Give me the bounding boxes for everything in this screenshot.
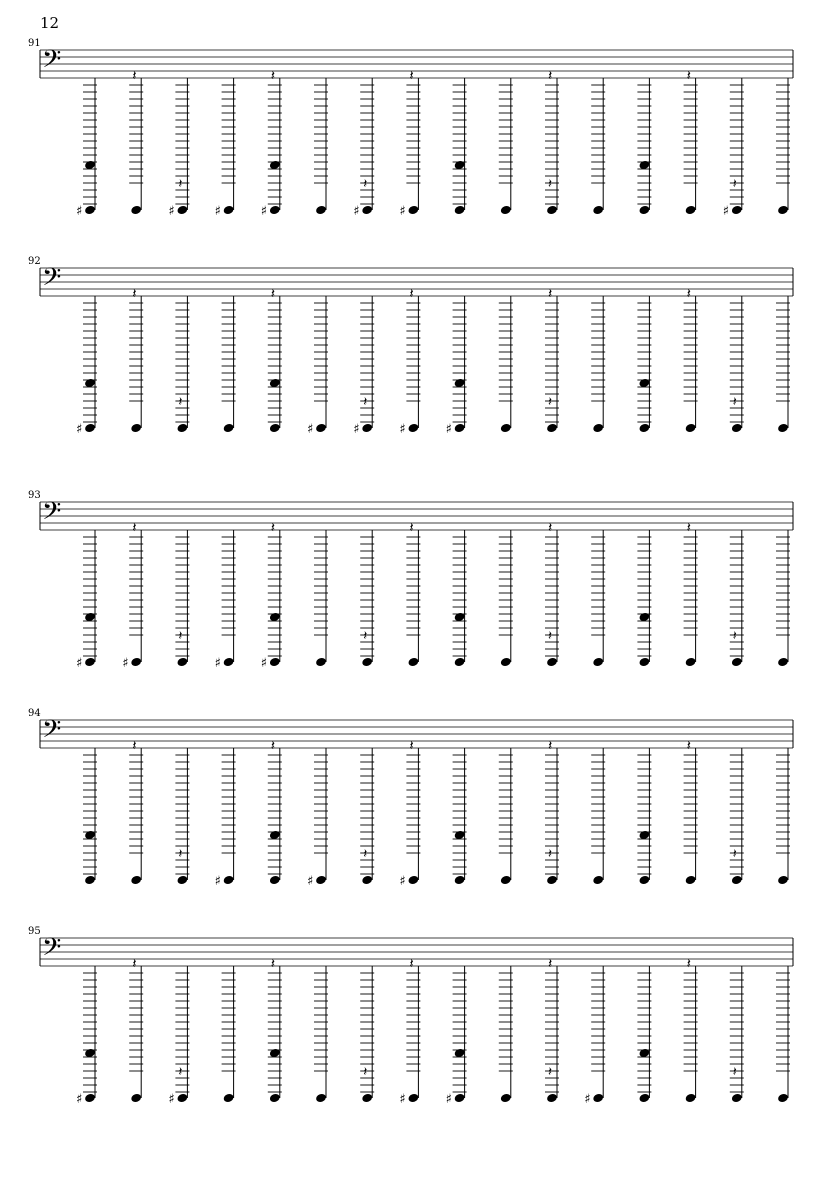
notehead xyxy=(777,875,789,886)
notehead xyxy=(638,657,650,668)
quarter-rest-icon: 𝄽 xyxy=(270,738,276,754)
notehead xyxy=(223,657,235,668)
notehead xyxy=(407,1093,419,1104)
quarter-rest-icon: 𝄽 xyxy=(409,286,414,302)
quarter-rest-icon: 𝄽 xyxy=(686,738,691,754)
sharp-icon: ♯ xyxy=(214,204,221,219)
notehead xyxy=(731,875,743,886)
notehead xyxy=(592,1093,604,1104)
sharp-icon: ♯ xyxy=(76,422,83,437)
measure-number: 95 xyxy=(28,926,41,937)
sharp-icon: ♯ xyxy=(307,874,314,889)
notehead xyxy=(361,205,373,216)
quarter-rest-icon: 𝄽 xyxy=(409,956,414,972)
quarter-rest-icon: 𝄽 xyxy=(270,956,276,972)
quarter-rest-icon: 𝄽 xyxy=(132,520,137,536)
notehead xyxy=(130,875,142,886)
notehead xyxy=(731,205,743,216)
notehead xyxy=(176,205,188,216)
notehead xyxy=(361,657,373,668)
quarter-rest-icon: 𝄽 xyxy=(686,68,691,84)
notehead xyxy=(84,657,96,668)
notehead xyxy=(84,423,96,434)
sharp-icon: ♯ xyxy=(214,656,221,671)
sharp-icon: ♯ xyxy=(399,874,406,889)
notehead xyxy=(315,1093,327,1104)
sharp-icon: ♯ xyxy=(399,422,406,437)
bass-clef-icon: 𝄢 xyxy=(42,933,62,968)
sharp-icon: ♯ xyxy=(445,422,452,437)
quarter-rest-icon: 𝄽 xyxy=(363,847,368,862)
sharp-icon: ♯ xyxy=(399,204,406,219)
sharp-icon: ♯ xyxy=(399,1092,406,1107)
notehead xyxy=(315,423,327,434)
notehead xyxy=(592,423,604,434)
notehead xyxy=(638,1093,650,1104)
sharp-icon: ♯ xyxy=(353,204,360,219)
quarter-rest-icon: 𝄽 xyxy=(132,68,137,84)
quarter-rest-icon: 𝄽 xyxy=(548,956,553,972)
notehead xyxy=(731,423,743,434)
notehead xyxy=(500,205,512,216)
bass-clef-icon: 𝄢 xyxy=(42,263,62,298)
quarter-rest-icon: 𝄽 xyxy=(178,177,183,192)
notehead xyxy=(454,657,466,668)
quarter-rest-icon: 𝄽 xyxy=(732,395,737,410)
quarter-rest-icon: 𝄽 xyxy=(409,738,414,754)
sharp-icon: ♯ xyxy=(260,656,268,671)
notehead xyxy=(176,875,188,886)
notehead xyxy=(223,205,235,216)
measure-number: 94 xyxy=(28,708,41,719)
notehead xyxy=(84,1093,96,1104)
sharp-icon: ♯ xyxy=(353,422,360,437)
quarter-rest-icon: 𝄽 xyxy=(270,286,276,302)
notehead xyxy=(269,423,281,434)
notehead xyxy=(685,875,697,886)
sharp-icon: ♯ xyxy=(214,874,221,889)
quarter-rest-icon: 𝄽 xyxy=(548,286,553,302)
quarter-rest-icon: 𝄽 xyxy=(732,847,737,862)
sharp-icon: ♯ xyxy=(445,1092,452,1107)
notehead xyxy=(731,1093,743,1104)
sharp-icon: ♯ xyxy=(584,1092,591,1107)
quarter-rest-icon: 𝄽 xyxy=(363,1065,368,1080)
notehead xyxy=(685,423,697,434)
quarter-rest-icon: 𝄽 xyxy=(178,847,183,862)
quarter-rest-icon: 𝄽 xyxy=(409,68,414,84)
notehead xyxy=(546,1093,558,1104)
notehead xyxy=(500,657,512,668)
bass-clef-icon: 𝄢 xyxy=(42,497,62,532)
quarter-rest-icon: 𝄽 xyxy=(548,177,552,192)
sharp-icon: ♯ xyxy=(76,656,83,671)
quarter-rest-icon: 𝄽 xyxy=(178,395,183,410)
notehead xyxy=(777,205,789,216)
notehead xyxy=(223,875,235,886)
notehead xyxy=(269,1093,281,1104)
notehead xyxy=(546,205,558,216)
quarter-rest-icon: 𝄽 xyxy=(178,629,183,644)
notehead xyxy=(269,205,281,216)
notehead xyxy=(176,423,188,434)
notehead xyxy=(407,423,419,434)
quarter-rest-icon: 𝄽 xyxy=(548,520,553,536)
notehead xyxy=(731,657,743,668)
notehead xyxy=(130,205,142,216)
notehead xyxy=(407,205,419,216)
quarter-rest-icon: 𝄽 xyxy=(178,1065,183,1080)
notehead xyxy=(315,205,327,216)
notehead xyxy=(130,657,142,668)
quarter-rest-icon: 𝄽 xyxy=(548,395,552,410)
sharp-icon: ♯ xyxy=(76,204,83,219)
measure-number: 93 xyxy=(28,490,41,501)
notehead xyxy=(500,1093,512,1104)
notehead xyxy=(315,657,327,668)
notehead xyxy=(500,423,512,434)
notehead xyxy=(315,875,327,886)
notehead xyxy=(500,875,512,886)
notehead xyxy=(84,875,96,886)
notehead xyxy=(592,875,604,886)
quarter-rest-icon: 𝄽 xyxy=(132,956,137,972)
notehead xyxy=(223,423,235,434)
quarter-rest-icon: 𝄽 xyxy=(686,520,691,536)
quarter-rest-icon: 𝄽 xyxy=(363,629,368,644)
notehead xyxy=(407,657,419,668)
quarter-rest-icon: 𝄽 xyxy=(732,629,737,644)
quarter-rest-icon: 𝄽 xyxy=(686,956,691,972)
sharp-icon: ♯ xyxy=(307,422,314,437)
measure-number: 91 xyxy=(28,38,41,49)
quarter-rest-icon: 𝄽 xyxy=(363,395,368,410)
notehead xyxy=(130,423,142,434)
notehead xyxy=(269,657,281,668)
notehead xyxy=(777,423,789,434)
quarter-rest-icon: 𝄽 xyxy=(732,177,737,192)
quarter-rest-icon: 𝄽 xyxy=(686,286,691,302)
quarter-rest-icon: 𝄽 xyxy=(132,286,137,302)
sharp-icon: ♯ xyxy=(260,204,268,219)
quarter-rest-icon: 𝄽 xyxy=(548,1065,552,1080)
measure-number: 92 xyxy=(28,256,41,267)
notehead xyxy=(546,875,558,886)
notehead xyxy=(546,657,558,668)
sharp-icon: ♯ xyxy=(168,1092,175,1107)
notehead xyxy=(454,875,466,886)
notehead xyxy=(454,1093,466,1104)
quarter-rest-icon: 𝄽 xyxy=(548,738,553,754)
sharp-icon: ♯ xyxy=(76,1092,83,1107)
notehead xyxy=(454,205,466,216)
notehead xyxy=(638,875,650,886)
bass-clef-icon: 𝄢 xyxy=(42,45,62,80)
notehead xyxy=(592,205,604,216)
notehead xyxy=(130,1093,142,1104)
notehead xyxy=(777,657,789,668)
notehead xyxy=(638,423,650,434)
notehead xyxy=(223,1093,235,1104)
quarter-rest-icon: 𝄽 xyxy=(270,520,276,536)
sharp-icon: ♯ xyxy=(722,204,730,219)
notehead xyxy=(638,205,650,216)
sharp-icon: ♯ xyxy=(168,204,175,219)
notehead xyxy=(407,875,419,886)
quarter-rest-icon: 𝄽 xyxy=(363,177,368,192)
quarter-rest-icon: 𝄽 xyxy=(548,847,552,862)
notehead xyxy=(361,1093,373,1104)
notehead xyxy=(685,205,697,216)
notehead xyxy=(454,423,466,434)
notehead xyxy=(361,423,373,434)
quarter-rest-icon: 𝄽 xyxy=(548,68,553,84)
notehead xyxy=(176,657,188,668)
notehead xyxy=(269,875,281,886)
notehead xyxy=(777,1093,789,1104)
notehead xyxy=(361,875,373,886)
notehead xyxy=(685,1093,697,1104)
page-number: 12 xyxy=(40,14,60,32)
notehead xyxy=(546,423,558,434)
quarter-rest-icon: 𝄽 xyxy=(548,629,552,644)
sharp-icon: ♯ xyxy=(122,656,129,671)
notehead xyxy=(84,205,96,216)
quarter-rest-icon: 𝄽 xyxy=(270,68,276,84)
notehead xyxy=(685,657,697,668)
quarter-rest-icon: 𝄽 xyxy=(732,1065,737,1080)
quarter-rest-icon: 𝄽 xyxy=(132,738,137,754)
notehead xyxy=(176,1093,188,1104)
bass-clef-icon: 𝄢 xyxy=(42,715,62,750)
notehead xyxy=(592,657,604,668)
quarter-rest-icon: 𝄽 xyxy=(409,520,414,536)
